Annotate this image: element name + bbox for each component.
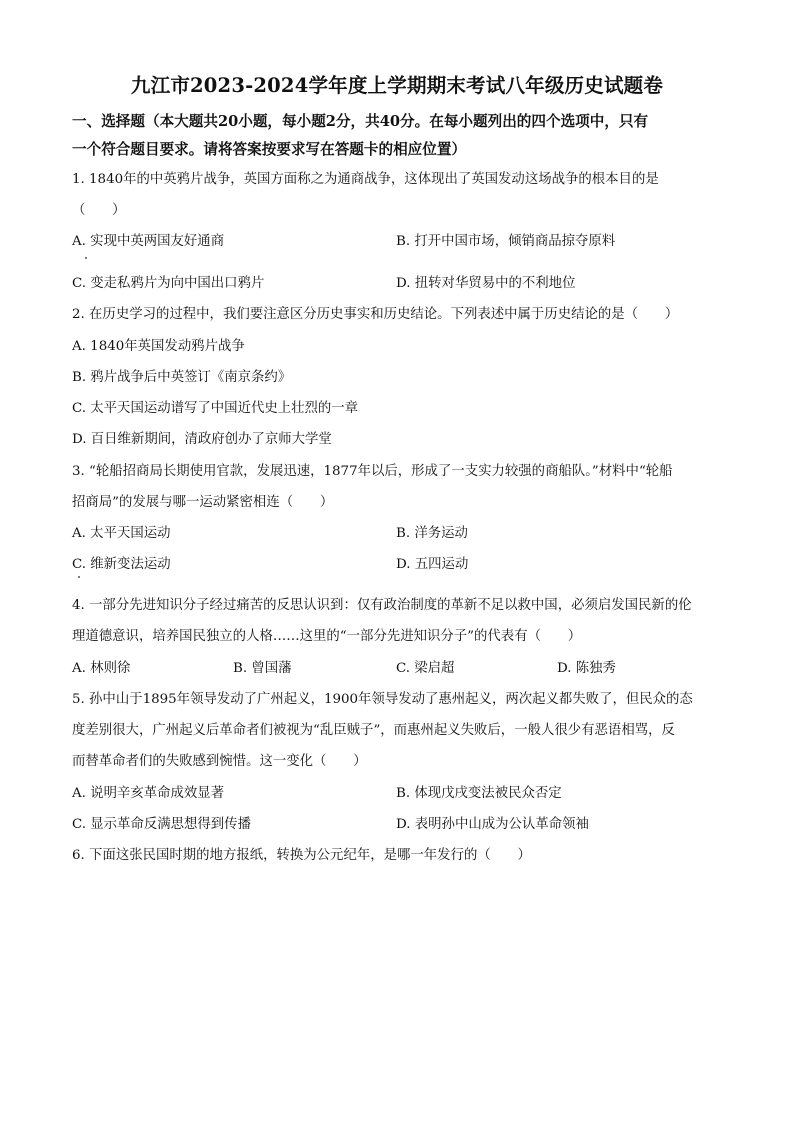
stray-dot-mark — [85, 257, 87, 259]
question-5-option-d: D. 表明孙中山成为公认革命领袖 — [396, 817, 589, 832]
question-2-option-b: B. 鸦片战争后中英签订《南京条约》 — [72, 370, 292, 385]
question-3-option-c: C. 维新变法运动 — [72, 557, 171, 572]
question-4-stem-line-1: 4. 一部分先进知识分子经过痛苦的反思认识到：仅有政治制度的革新不足以救中国，必须启发国民新的伦 — [72, 598, 692, 613]
question-1-stem-line-2: （ ） — [72, 203, 126, 218]
question-5-stem-line-2: 度差别很大，广州起义后革命者们被视为“乱臣贼子”，而惠州起义失败后，一般人很少有恶语相骂，反 — [72, 723, 675, 738]
section-heading — [72, 108, 732, 164]
question-1-option-c: C. 变走私鸦片为向中国出口鸦片 — [72, 276, 265, 291]
question-3-option-b: B. 洋务运动 — [396, 526, 468, 541]
question-1-option-d: D. 扭转对华贸易中的不利地位 — [396, 276, 576, 291]
question-3-stem-line-2: 招商局”的发展与哪一运动紧密相连（ ） — [72, 495, 334, 510]
question-5-stem-line-3: 而替革命者们的失败感到惋惜。这一变化（ ） — [72, 754, 367, 769]
question-2-option-d: D. 百日维新期间，清政府创办了京师大学堂 — [72, 432, 332, 447]
stray-dot-mark — [78, 576, 80, 578]
question-4-option-b: B. 曾国藩 — [233, 661, 292, 676]
question-4-stem-line-2: 理道德意识，培养国民独立的人格……这里的“一部分先进知识分子”的代表有（ ） — [72, 629, 582, 644]
question-1-option-a: A. 实现中英两国友好通商 — [72, 234, 225, 249]
question-4-option-a: A. 林则徐 — [72, 661, 131, 676]
question-4-option-c: C. 梁启超 — [396, 661, 455, 676]
question-3-option-a: A. 太平天国运动 — [72, 526, 171, 541]
question-2-option-c: C. 太平天国运动谱写了中国近代史上壮烈的一章 — [72, 401, 359, 416]
section-heading-line-1: 一、选择题（本大题共20小题，每小题2分，共40分。在每小题列出的四个选项中，只有 — [72, 113, 649, 130]
question-5-option-a: A. 说明辛亥革命成效显著 — [72, 786, 225, 801]
question-5-stem-line-1: 5. 孙中山于1895年领导发动了广州起义，1900年领导发动了惠州起义，两次起义都失败了，但民众的态 — [72, 692, 693, 707]
question-5-option-b: B. 体现戊戌变法被民众否定 — [396, 786, 562, 801]
question-1-stem-line-1: 1. 1840年的中英鸦片战争，英国方面称之为通商战争，这体现出了英国发动这场战争的根本目的是 — [72, 172, 659, 187]
question-6-stem-line-1: 6. 下面这张民国时期的地方报纸，转换为公元纪年，是哪一年发行的（ ） — [72, 848, 531, 863]
question-3-stem-line-1: 3. “轮船招商局长期使用官款，发展迅速，1877年以后，形成了一支实力较强的商船队。”材料中“轮船 — [72, 464, 673, 479]
question-1-option-b: B. 打开中国市场，倾销商品掠夺原料 — [396, 234, 616, 249]
question-4-option-d: D. 陈独秀 — [557, 661, 616, 676]
question-5-option-c: C. 显示革命反满思想得到传播 — [72, 817, 251, 832]
page-title: 九江市2023-2024学年度上学期期末考试八年级历史试题卷 — [130, 74, 664, 97]
question-2-stem-line-1: 2. 在历史学习的过程中，我们要注意区分历史事实和历史结论。下列表述中属于历史结论的是（ ） — [72, 307, 679, 322]
question-2-option-a: A. 1840年英国发动鸦片战争 — [72, 339, 245, 354]
section-heading-line-2: 一个符合题目要求。请将答案按要求写在答题卡的相应位置） — [72, 141, 467, 158]
question-3-option-d: D. 五四运动 — [396, 557, 469, 572]
